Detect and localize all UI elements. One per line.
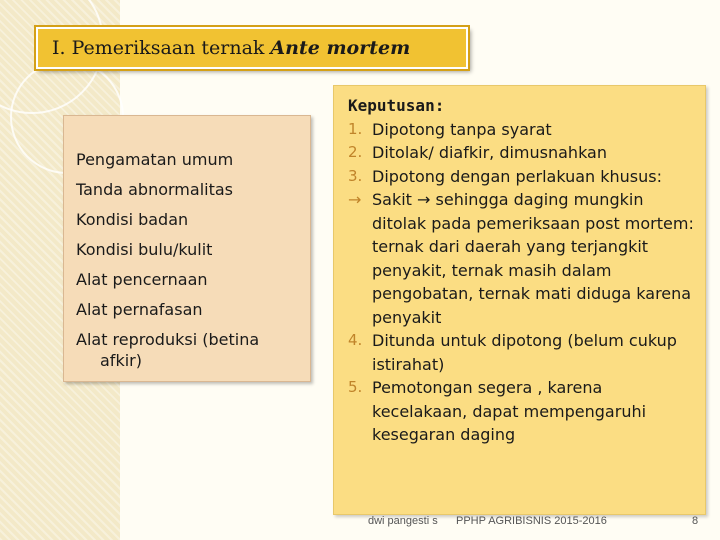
- observation-list: [76, 149, 302, 371]
- list-item: [348, 141, 695, 165]
- list-item: Kondisi badan: [76, 210, 189, 229]
- footer-course: PPHP AGRIBISNIS 2015-2016: [456, 515, 607, 527]
- list-item: Kondisi bulu/kulit: [76, 240, 213, 259]
- list-item: [348, 329, 695, 376]
- item-text: Pemotongan segera , karena kecelakaan, dapat mempengaruhi kesegaran daging: [372, 378, 647, 444]
- footer-author: dwi pangesti s: [368, 515, 438, 527]
- arrow-right-icon: →: [348, 190, 362, 209]
- item-number: 5.: [348, 378, 363, 396]
- title-prefix: I. Pemeriksaan ternak: [52, 37, 265, 59]
- page-number: 8: [692, 515, 699, 527]
- item-text: Dipotong tanpa syarat: [372, 119, 552, 139]
- observation-panel: [63, 115, 311, 382]
- list-item: [348, 188, 695, 329]
- decision-panel: [333, 85, 706, 515]
- decision-heading: Keputusan:: [348, 96, 445, 115]
- slide-title: [36, 27, 468, 69]
- list-item: [348, 165, 695, 189]
- list-item: Tanda abnormalitas: [76, 180, 233, 199]
- item-number: 2.: [348, 143, 363, 161]
- item-text: Dipotong dengan perlakuan khusus:: [372, 166, 663, 186]
- item-number: 1.: [348, 119, 363, 138]
- list-item: [348, 376, 695, 447]
- item-text: Sakit → sehingga daging mungkin ditolak pada pemeriksaan post mortem: ternak dari daerah yang terjangkit penyakit, ternak masih dalam pengobatan, ternak mati diduga karena penyakit: [372, 190, 694, 327]
- title-emphasis: Ante mortem: [270, 37, 411, 59]
- item-text: Ditunda untuk dipotong (belum cukup istirahat): [372, 331, 677, 374]
- list-item: Alat pencernaan: [76, 270, 208, 289]
- list-item: Alat reproduksi (betina afkir): [76, 330, 260, 370]
- item-number: 4.: [348, 331, 363, 349]
- item-number: 3.: [348, 166, 363, 185]
- list-item: Pengamatan umum: [76, 150, 234, 169]
- list-item: Alat pernafasan: [76, 300, 203, 319]
- list-item: [348, 118, 695, 142]
- item-text: Ditolak/ diafkir, dimusnahkan: [372, 143, 607, 162]
